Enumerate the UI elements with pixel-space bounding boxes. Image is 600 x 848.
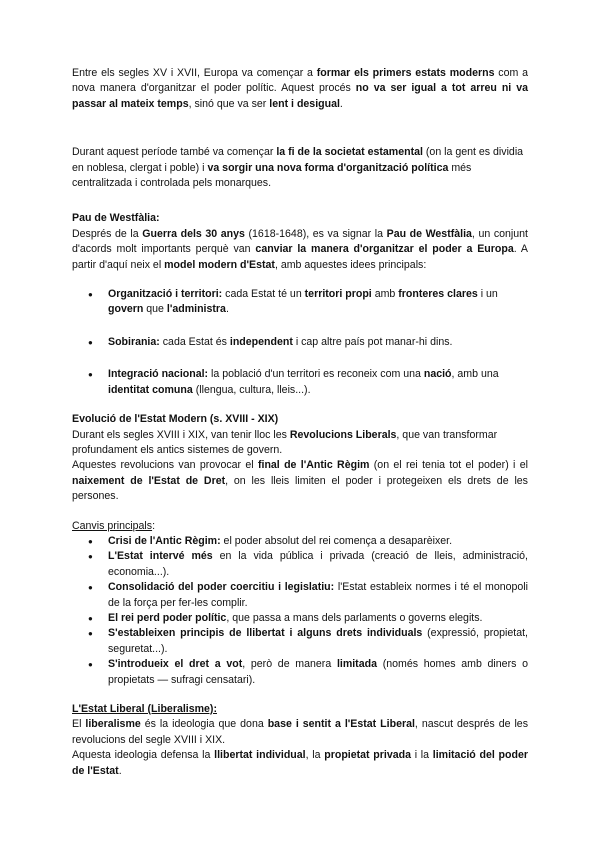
list-item: ● Integració nacional: la població d'un territori es reconeix com una nació, amb una identitat comuna (llengua, cultura, lleis...).: [72, 367, 528, 398]
evolucio-heading: Evolució de l'Estat Modern (s. XVIII - XIX): [72, 413, 279, 426]
liberal-paragraph-2: Aquesta ideologia defensa la llibertat individual, la propietat privada i la limitació del poder de l'Estat.: [72, 749, 528, 777]
evolucio-paragraph-1: Durant els segles XVIII i XIX, van tenir lloc les Revolucions Liberals, que van transformar profundament els antics sistemes de govern.: [72, 428, 498, 456]
list-item: ● El rei perd poder polític, que passa a mans dels parlaments o governs elegits.: [72, 611, 528, 626]
evolucio-paragraph-2: Aquestes revolucions van provocar el final de l'Antic Règim (on el rei tenia tot el poder) i el naixement de l'Estat de Dret, on les lleis limiten el poder i protegeixen els drets de les persones.: [72, 459, 528, 503]
liberal-heading: L'Estat Liberal (Liberalisme):: [72, 703, 217, 715]
list-item: ● Organització i territori: cada Estat té un territori propi amb fronteres clares i un govern que l'administra.: [72, 287, 528, 318]
list-item: ● Crisi de l'Antic Règim: el poder absolut del rei comença a desaparèixer.: [72, 534, 528, 549]
westfalia-list: [72, 287, 528, 398]
canvis-list: [72, 534, 528, 688]
list-item: ● L'Estat intervé més en la vida pública i privada (creació de lleis, administració, economia...).: [72, 549, 528, 580]
list-item: ● S'estableixen principis de llibertat i alguns drets individuals (expressió, propietat, seguretat...).: [72, 626, 528, 657]
list-item: ● Sobirania: cada Estat és independent i cap altre país pot manar-hi dins.: [72, 335, 528, 350]
westfalia-paragraph: Després de la Guerra dels 30 anys (1618-1648), es va signar la Pau de Westfàlia, un conjunt d'acords molt importants perquè van canviar la manera d'organitzar el poder a Europa. A partir d'aquí neix el model modern d'Estat, amb aquestes idees principals:: [72, 227, 528, 271]
document-page: [72, 66, 528, 779]
intro-paragraph-1: Entre els segles XV i XVII, Europa va començar a formar els primers estats moderns com a nova manera d'organitzar el poder polític. Aquest procés no va ser igual a tot arreu ni va passar al mateix temps, sinó que va ser lent i desigual.: [72, 67, 529, 110]
westfalia-heading: Pau de Westfàlia:: [72, 212, 160, 225]
list-item: ● Consolidació del poder coercitiu i legislatiu: l'Estat estableix normes i té el monopoli de la força per fer-les complir.: [72, 580, 528, 611]
liberal-paragraph-1: El liberalisme és la ideologia que dona base i sentit a l'Estat Liberal, nascut després de les revolucions del segle XVIII i XIX.: [72, 718, 528, 746]
canvis-heading: Canvis principals:: [72, 519, 156, 532]
list-item: ● S'introdueix el dret a vot, però de manera limitada (només homes amb diners o propietats — sufragi censatari).: [72, 657, 528, 688]
intro-paragraph-2: Durant aquest període també va començar la fi de la societat estamental (on la gent es dividia en noblesa, clergat i poble) i va sorgir una nova forma d'organització política més centralitzada i controlada pels monarques.: [72, 146, 524, 190]
